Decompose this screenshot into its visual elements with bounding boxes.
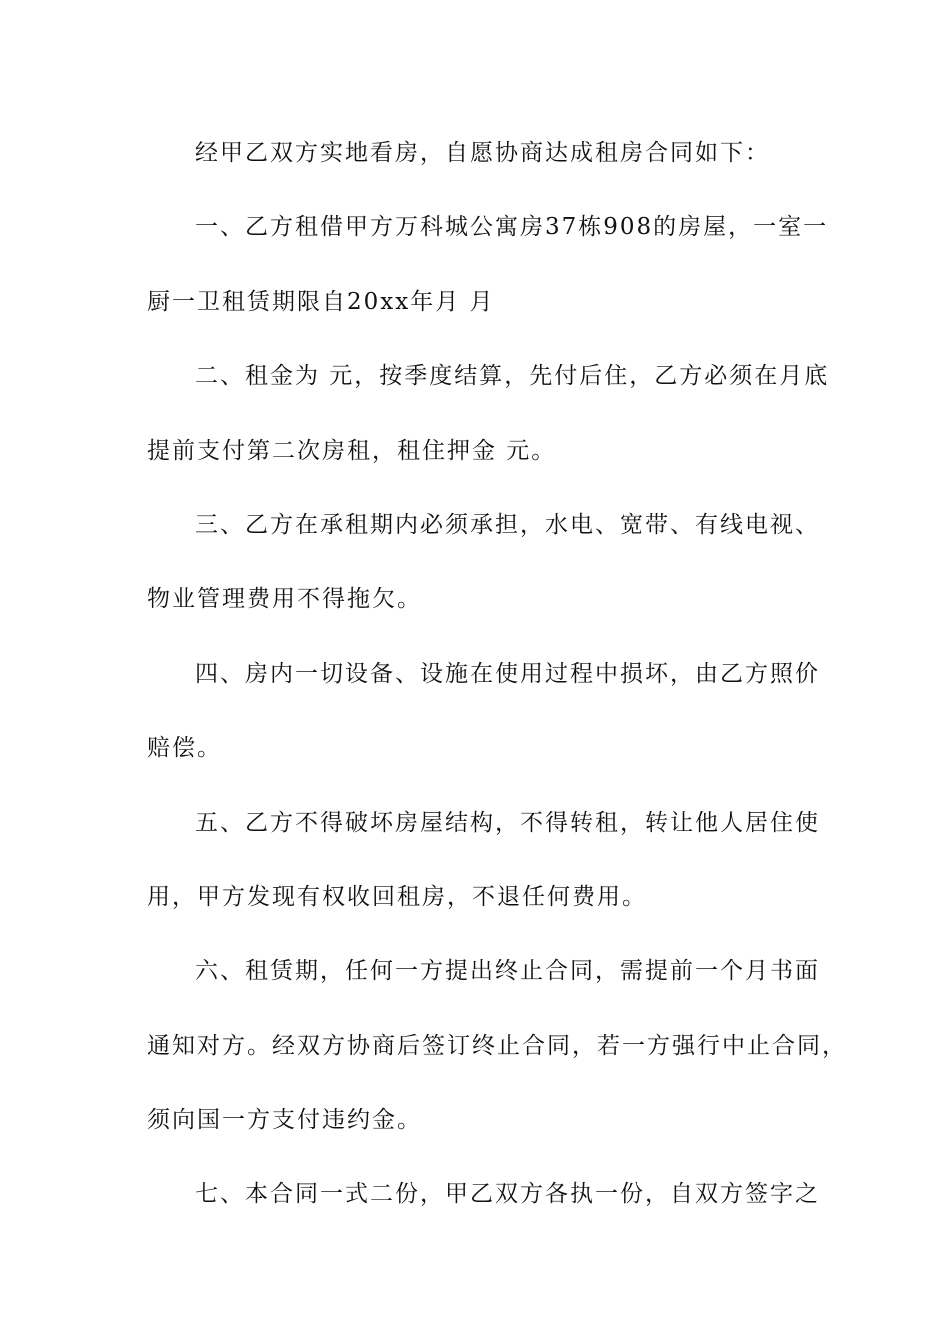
clause-7-line-1: 七、本合同一式二份，甲乙双方各执一份，自双方签字之 [195, 1181, 820, 1208]
clause-6-line-1: 六、租赁期，任何一方提出终止合同，需提前一个月书面 [195, 958, 820, 985]
clause-5-line-1: 五、乙方不得破坏房屋结构，不得转租，转让他人居住使 [195, 809, 820, 836]
clause-3-line-2: 物业管理费用不得拖欠。 [147, 586, 422, 613]
clause-3-line-1: 三、乙方在承租期内必须承担，水电、宽带、有线电视、 [195, 511, 820, 538]
clause-2-line-2: 提前支付第二次房租，租住押金 元。 [147, 437, 557, 464]
clause-1-line-1: 一、乙方租借甲方万科城公寓房37栋908的房屋，一室一 [195, 214, 829, 241]
contract-body [147, 133, 847, 1249]
clause-5-line-2: 用，甲方发现有权收回租房，不退任何费用。 [147, 883, 647, 910]
intro-line: 经甲乙双方实地看房，自愿协商达成租房合同如下： [195, 140, 770, 166]
clause-4-line-1: 四、房内一切设备、设施在使用过程中损坏，由乙方照价 [195, 660, 820, 687]
clause-6-line-3: 须向国一方支付违约金。 [147, 1107, 422, 1134]
clause-1-line-2: 厨一卫租赁期限自20xx年月 月 [147, 288, 495, 315]
clause-2-line-1: 二、租金为 元，按季度结算，先付后住，乙方必须在月底 [195, 363, 830, 390]
clause-6-line-2: 通知对方。经双方协商后签订终止合同，若一方强行中止合同， [147, 1032, 847, 1059]
clause-4-line-2: 赔偿。 [147, 735, 222, 762]
